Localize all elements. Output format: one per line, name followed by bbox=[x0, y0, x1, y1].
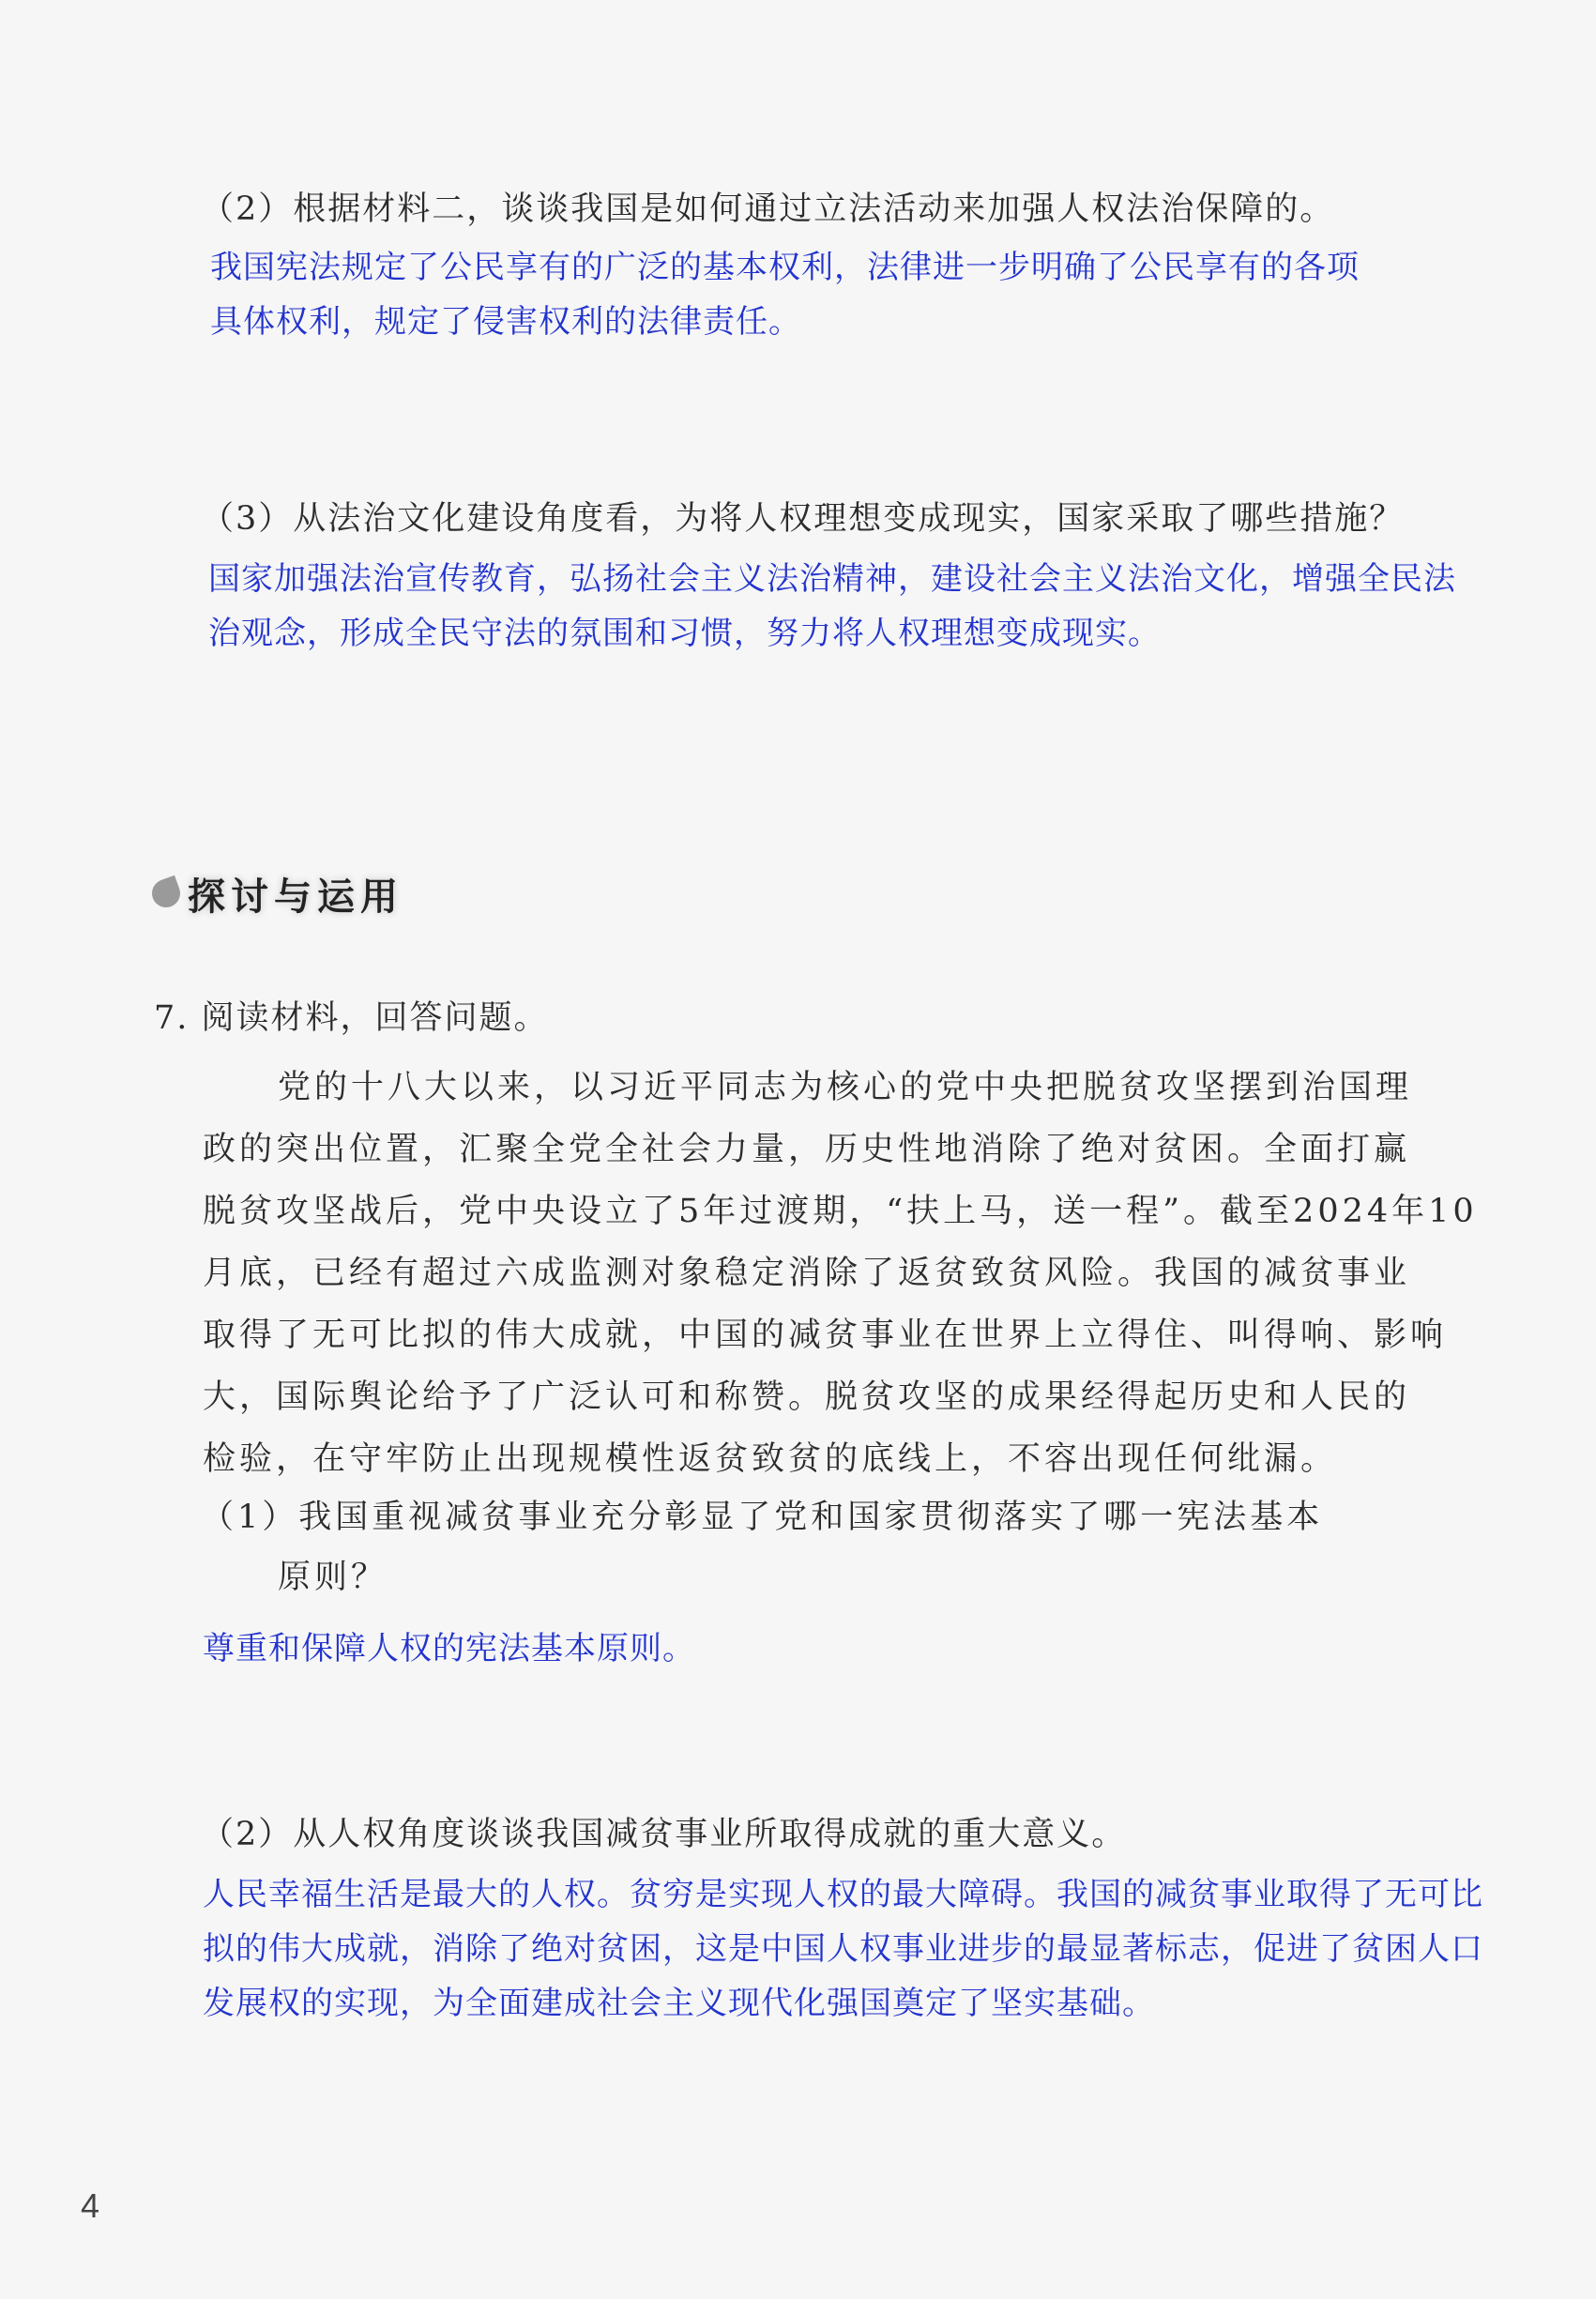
answer-2-line-1: 我国宪法规定了公民享有的广泛的基本权利，法律进一步明确了公民享有的各项 bbox=[210, 249, 1360, 286]
material-line: 月底，已经有超过六成监测对象稳定消除了返贫致贫风险。我国的减贫事业 bbox=[203, 1255, 1411, 1292]
question-7-2: （2）从人权角度谈谈我国减贫事业所取得成就的重大意义。 bbox=[201, 1816, 1127, 1853]
section-heading-icon bbox=[148, 875, 184, 911]
section-heading bbox=[152, 863, 403, 923]
question-7-1-cont: 原则？ bbox=[278, 1559, 388, 1596]
answer-7-2-line-1: 人民幸福生活是最大的人权。贫穷是实现人权的最大障碍。我国的减贫事业取得了无可比 bbox=[203, 1876, 1483, 1913]
question-2: （2）根据材料二，谈谈我国是如何通过立法活动来加强人权法治保障的。 bbox=[201, 190, 1335, 228]
material-line: 政的突出位置，汇聚全党全社会力量，历史性地消除了绝对贫困。全面打赢 bbox=[203, 1131, 1411, 1168]
page-number: 4 bbox=[81, 2186, 100, 2225]
question-7-title: 7. 阅读材料，回答问题。 bbox=[154, 999, 549, 1037]
answer-7-2-line-2: 拟的伟大成就，消除了绝对贫困，这是中国人权事业进步的最显著标志，促进了贫困人口 bbox=[203, 1930, 1483, 1968]
answer-7-2-line-3: 发展权的实现，为全面建成社会主义现代化强国奠定了坚实基础。 bbox=[203, 1985, 1155, 2022]
question-3: （3）从法治文化建设角度看，为将人权理想变成现实，国家采取了哪些措施？ bbox=[201, 500, 1405, 538]
section-heading-text: 探讨与运用 bbox=[188, 875, 403, 919]
material-line: 脱贫攻坚战后，党中央设立了5年过渡期，“扶上马，送一程”。截至2024年10 bbox=[203, 1193, 1478, 1230]
answer-3-line-1: 国家加强法治宣传教育，弘扬社会主义法治精神，建设社会主义法治文化，增强全民法 bbox=[208, 560, 1456, 598]
material-line: 党的十八大以来，以习近平同志为核心的党中央把脱贫攻坚摆到治国理 bbox=[278, 1069, 1413, 1106]
answer-3-line-2: 治观念，形成全民守法的氛围和习惯，努力将人权理想变成现实。 bbox=[208, 615, 1161, 652]
question-7-1: （1）我国重视减贫事业充分彰显了党和国家贯彻落实了哪一宪法基本 bbox=[201, 1499, 1324, 1536]
material-line: 取得了无可比拟的伟大成就，中国的减贫事业在世界上立得住、叫得响、影响 bbox=[203, 1317, 1448, 1354]
answer-7-1: 尊重和保障人权的宪法基本原则。 bbox=[203, 1630, 695, 1667]
material-line: 大，国际舆论给予了广泛认可和称赞。脱贫攻坚的成果经得起历史和人民的 bbox=[203, 1378, 1411, 1416]
material-passage bbox=[203, 1057, 1478, 1490]
answer-2-line-2: 具体权利，规定了侵害权利的法律责任。 bbox=[210, 303, 801, 341]
material-line: 检验，在守牢防止出现规模性返贫致贫的底线上，不容出现任何纰漏。 bbox=[203, 1440, 1338, 1478]
